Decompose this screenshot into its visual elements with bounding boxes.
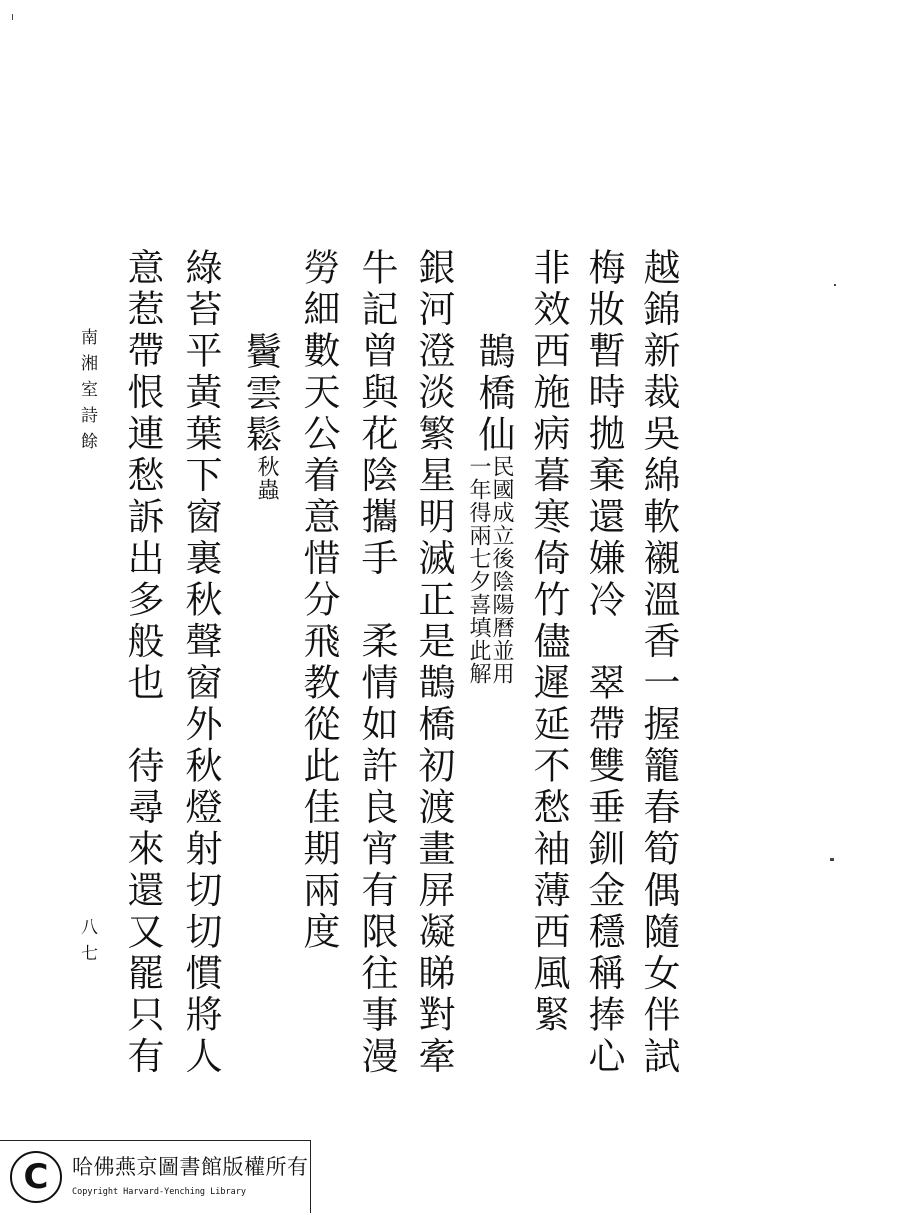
poem-title-binyunsong: 鬢雲鬆 [239, 332, 282, 457]
library-name-english: Copyright Harvard-Yenching Library [72, 1187, 246, 1197]
library-name-chinese: 哈佛燕京圖書館版權所有 [72, 1155, 309, 1179]
poem-column-5: 銀河澄淡繁星明滅正是鵲橋初渡畫屏凝睇對牽 [412, 248, 455, 1078]
poem-column-7: 勞細數天公着意惜分飛教從此佳期兩度 [297, 248, 340, 954]
page-number: 八七 [77, 918, 97, 970]
poem-column-9: 綠苔平黃葉下窗裏秋聲窗外秋燈射切切慣將人 [179, 248, 222, 1078]
scan-speck [834, 284, 836, 286]
scan-speck [830, 858, 834, 861]
poem-column-10: 意惹帶恨連愁訴出多般也 待尋來還又罷只有 [121, 248, 164, 1078]
poem-column-2: 梅妝暫時拋棄還嫌冷 翠帶雙垂釧金穩稱捧心 [582, 248, 625, 1078]
copyright-stamp [0, 1140, 311, 1213]
poem-title-queqiaoxian: 鵲橋仙 [472, 332, 515, 457]
poem-column-3: 非效西施病暮寒倚竹儘遲延不愁袖薄西風緊 [527, 248, 570, 1037]
book-title-header: 南湘室詩餘 [77, 328, 97, 458]
annotation-qiuchong: 秋蟲 [254, 455, 279, 501]
poem-column-6: 牛記曾與花陰攜手 柔情如許良宵有限往事漫 [355, 248, 398, 1078]
copyright-icon: C [10, 1151, 62, 1203]
annotation-note-right: 民國成立後陰陽曆並用 [489, 455, 514, 685]
annotation-note-left: 一年得兩七夕喜填此解 [466, 455, 491, 685]
scan-speck [12, 14, 13, 20]
poem-column-1: 越錦新裁吳綿軟襯溫香一握籠春筍偶隨女伴試 [637, 248, 680, 1078]
